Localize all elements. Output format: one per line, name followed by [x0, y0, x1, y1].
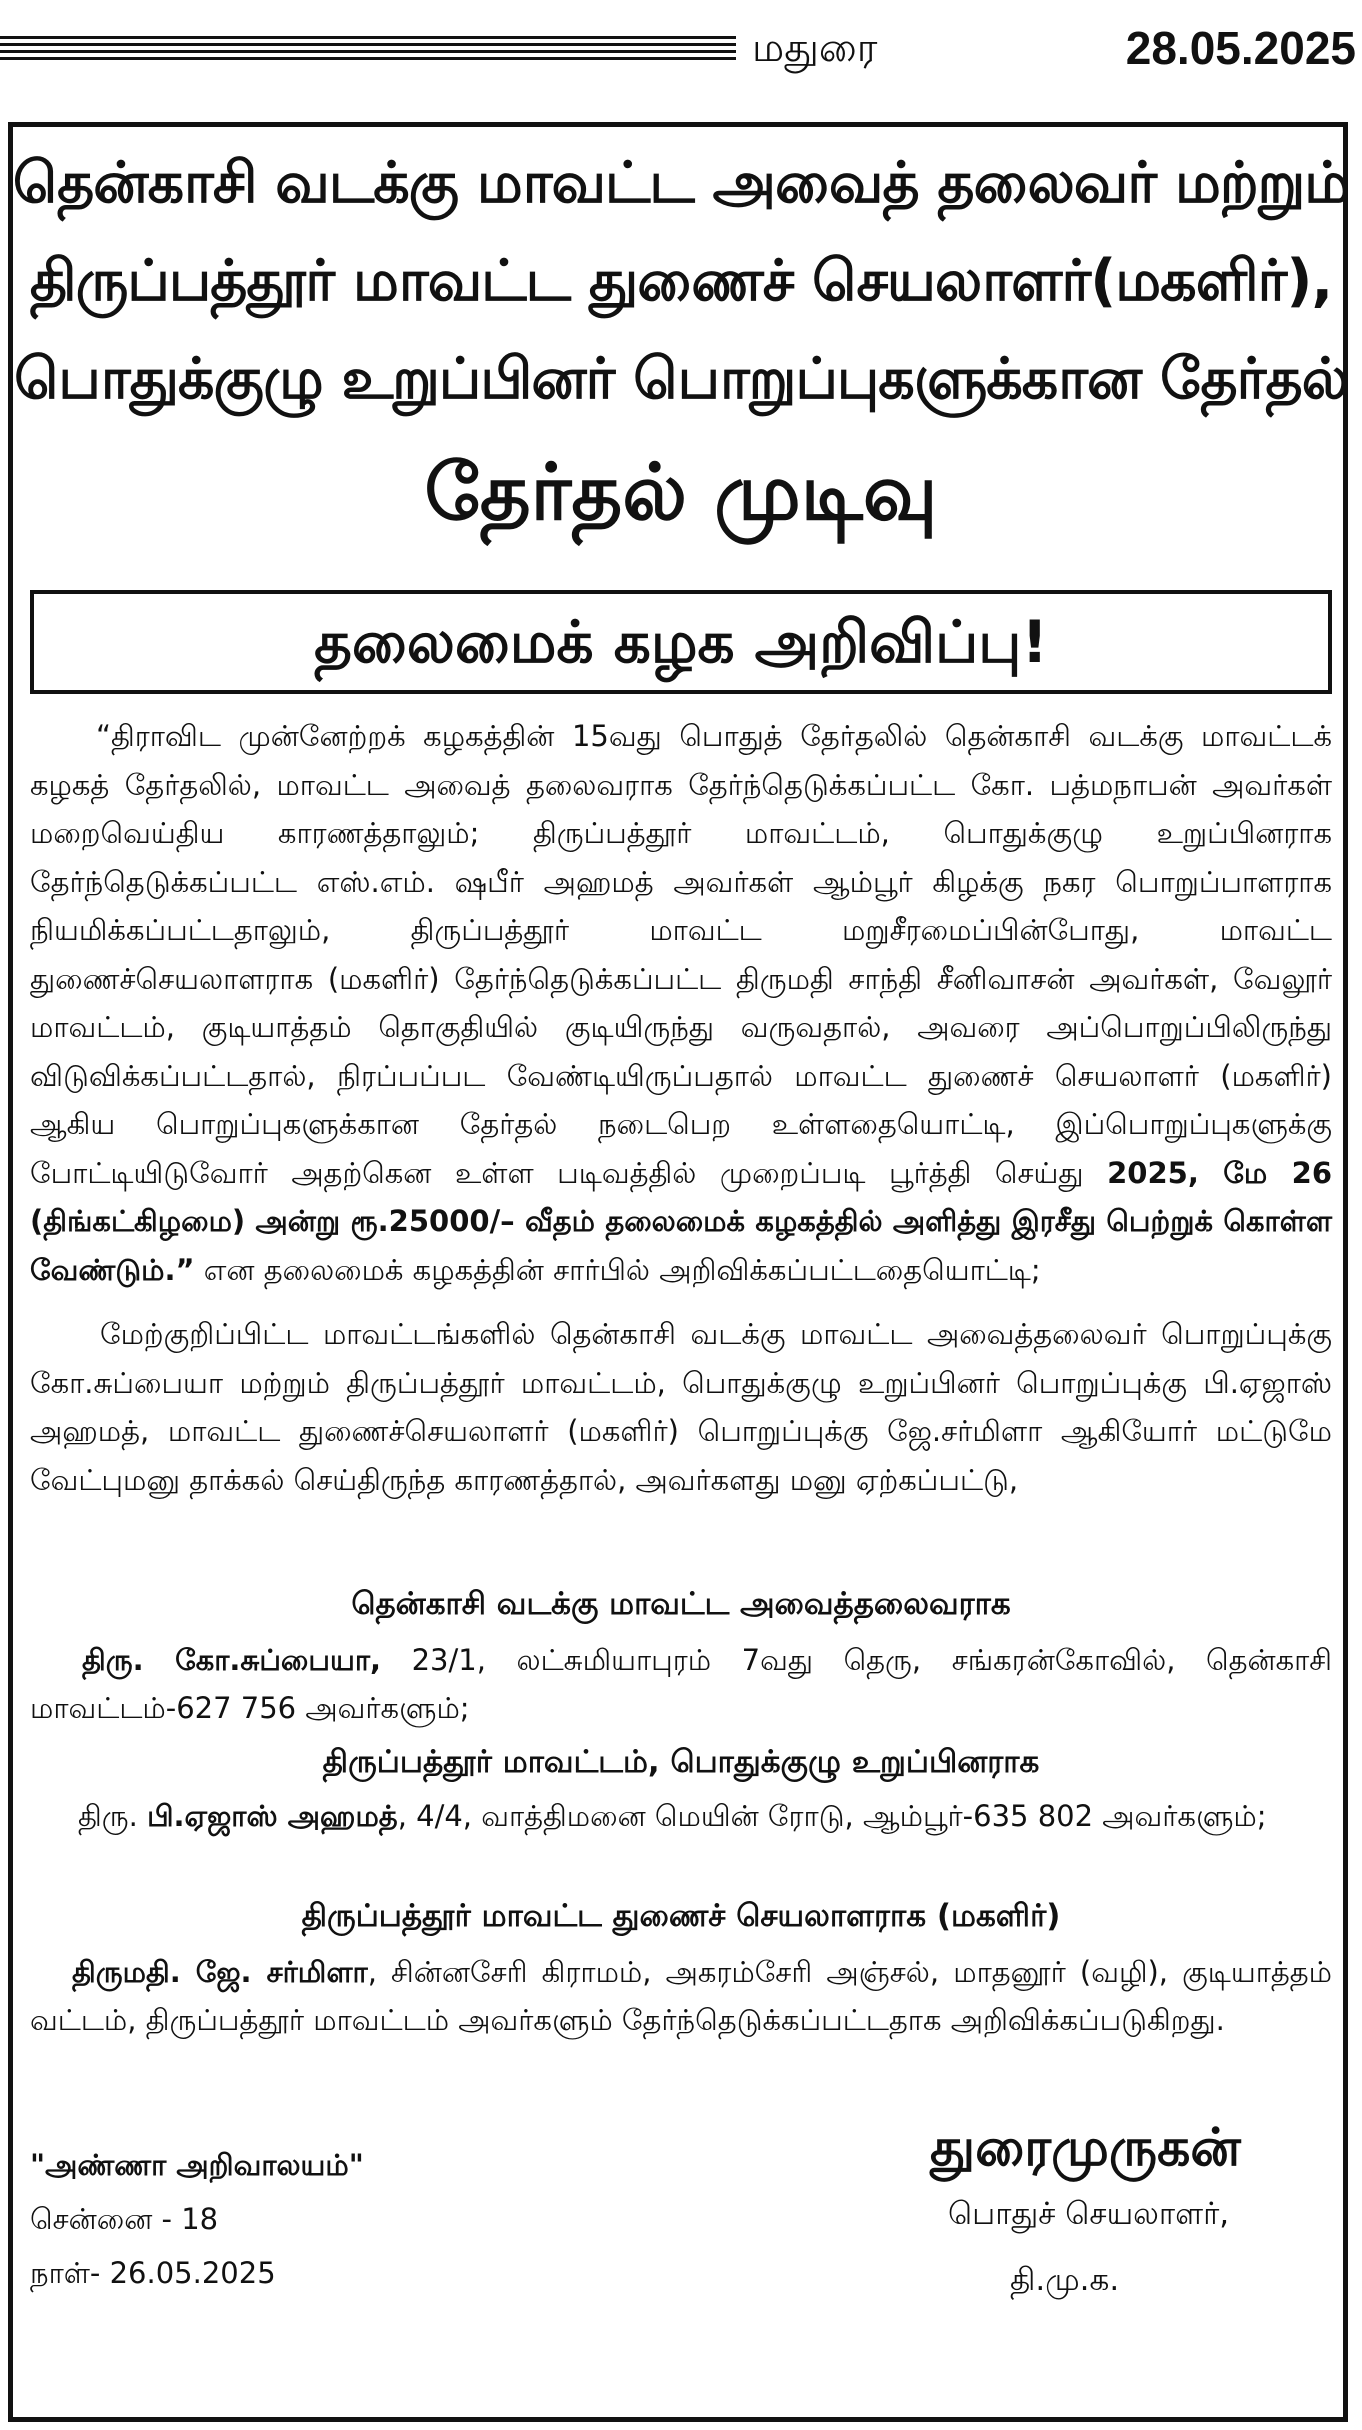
headline-line-3: பொதுக்குழு உறுப்பினர் பொறுப்புகளுக்கான தேர்தல்	[14, 346, 1348, 412]
result-name-3: ஜே. சர்மிளா	[195, 1955, 368, 1989]
result-detail-1	[30, 1636, 1332, 1732]
result-heading-3: திருப்பத்தூர் மாவட்ட துணைச் செயலாளராக (மகளிர்)	[301, 1898, 1061, 1934]
result-name-2: பி.ஏஜாஸ் அஹமத்	[147, 1799, 398, 1833]
paragraph-1-bold: 2025, மே 26 (திங்கட்கிழமை) அன்று ரூ.25000/– வீதம் தலைமைக் கழகத்தில் அளித்து இரசீது பெற்றுக் கொள்ள வேண்டும்.”	[30, 1155, 1332, 1287]
result-heading-1: தென்காசி வடக்கு மாவட்ட அவைத்தலைவராக	[351, 1586, 1011, 1622]
masthead	[0, 18, 1362, 88]
paragraph-1-text: “திராவிட முன்னேற்றக் கழகத்தின் 15வது பொதுத் தேர்தலில் தென்காசி வடக்கு மாவட்டக் கழகத் தேர்தலில், மாவட்ட அவைத் தலைவராக தேர்ந்தெடுக்கப்பட்ட கோ. பத்மநாபன் அவர்கள் மறைவெய்திய காரணத்தாலும்; திருப்பத்தூர் மாவட்டம், பொதுக்குழு உறுப்பினராக தேர்ந்தெடுக்கப்பட்ட எஸ்.எம். ஷபீர் அஹமத் அவர்கள் ஆம்பூர் கிழக்கு நகர பொறுப்பாளராக நியமிக்கப்பட்டதாலும், திருப்பத்தூர் மாவட்ட மறுசீரமைப்பின்போது, மாவட்ட துணைச்செயலாளராக (மகளிர்) தேர்ந்தெடுக்கப்பட்ட திருமதி சாந்தி சீனிவாசன் அவர்கள், வேலூர் மாவட்டம், குடியாத்தம் தொகுதியில் குடியிருந்து வருவதால், அவரை அப்பொறுப்பிலிருந்து விடுவிக்கப்பட்டதால், நிரப்பப்பட வேண்டியிருப்பதால் மாவட்ட துணைச் செயலாளர் (மகளிர்) ஆகிய பொறுப்புகளுக்கான தேர்தல் நடைபெற உள்ளதையொட்டி, இப்பொறுப்புகளுக்கு போட்டியிடுவோர் அதற்கென உள்ள படிவத்தில் முறைப்படி பூர்த்தி செய்து	[30, 719, 1332, 1190]
paragraph-1	[30, 712, 1332, 1294]
result-address-2: , 4/4, வாத்திமனை மெயின் ரோடு, ஆம்பூர்-635 802 அவர்களும்;	[397, 1799, 1267, 1833]
masthead-date: 28.05.2025	[1125, 22, 1356, 74]
result-address-1: 23/1, லட்சுமியாபுரம் 7வது தெரு, சங்கரன்கோவில், தென்காசி மாவட்டம்-627 756 அவர்களும்;	[30, 1643, 1332, 1725]
result-address-3: , சின்னசேரி கிராமம், அகரம்சேரி அஞ்சல், மாதனூர் (வழி), குடியாத்தம் வட்டம், திருப்பத்தூர் மாவட்டம் அவர்களும் தேர்ந்தெடுக்கப்பட்டதாக அறிவிக்கப்படுகிறது.	[30, 1955, 1332, 2037]
result-name-1: கோ.சுப்பையா,	[175, 1643, 381, 1677]
result-heading-2: திருப்பத்தூர் மாவட்டம், பொதுக்குழு உறுப்பினராக	[322, 1744, 1040, 1780]
signer-role: பொதுச் செயலாளர்,	[948, 2196, 1230, 2232]
masthead-rule-lines	[0, 36, 736, 62]
result-detail-2	[30, 1792, 1332, 1840]
notice-title: தலைமைக் கழக அறிவிப்பு!	[314, 608, 1048, 676]
headline-line-1: தென்காசி வடக்கு மாவட்ட அவைத் தலைவர் மற்றும்	[12, 150, 1350, 216]
signer-name: துரைமுருகன்	[930, 2118, 1241, 2178]
footer-place: "அண்ணா அறிவாலயம்"	[30, 2148, 364, 2182]
footer-date: நாள்- 26.05.2025	[30, 2256, 276, 2290]
paragraph-2: மேற்குறிப்பிட்ட மாவட்டங்களில் தென்காசி வடக்கு மாவட்ட அவைத்தலைவர் பொறுப்புக்கு கோ.சுப்பையா மற்றும் திருப்பத்தூர் மாவட்டம், பொதுக்குழு உறுப்பினர் பொறுப்புக்கு பி.ஏஜாஸ் அஹமத், மாவட்ட துணைச்செயலாளர் (மகளிர்) பொறுப்புக்கு ஜே.சர்மிளா ஆகியோர் மட்டுமே வேட்புமனு தாக்கல் செய்திருந்த காரணத்தால், அவர்களது மனு ஏற்கப்பட்டு,	[30, 1317, 1332, 1497]
result-detail-3	[30, 1948, 1332, 2044]
footer-city: சென்னை - 18	[30, 2202, 219, 2236]
headline-result: தேர்தல் முடிவு	[424, 448, 938, 538]
headline-line-2: திருப்பத்தூர் மாவட்ட துணைச் செயலாளர்(மகளிர்),	[29, 248, 1333, 314]
result-title-2: திரு.	[78, 1799, 148, 1833]
paragraph-1-end: என தலைமைக் கழகத்தின் சார்பில் அறிவிக்கப்பட்டதையொட்டி;	[194, 1252, 1041, 1287]
signer-party: தி.மு.க.	[1010, 2262, 1120, 2298]
result-title-1: திரு.	[82, 1643, 176, 1677]
notice-box	[30, 590, 1332, 694]
result-title-3: திருமதி.	[72, 1955, 196, 1989]
footer-place-block	[30, 2138, 364, 2300]
masthead-city: மதுரை	[752, 25, 878, 71]
